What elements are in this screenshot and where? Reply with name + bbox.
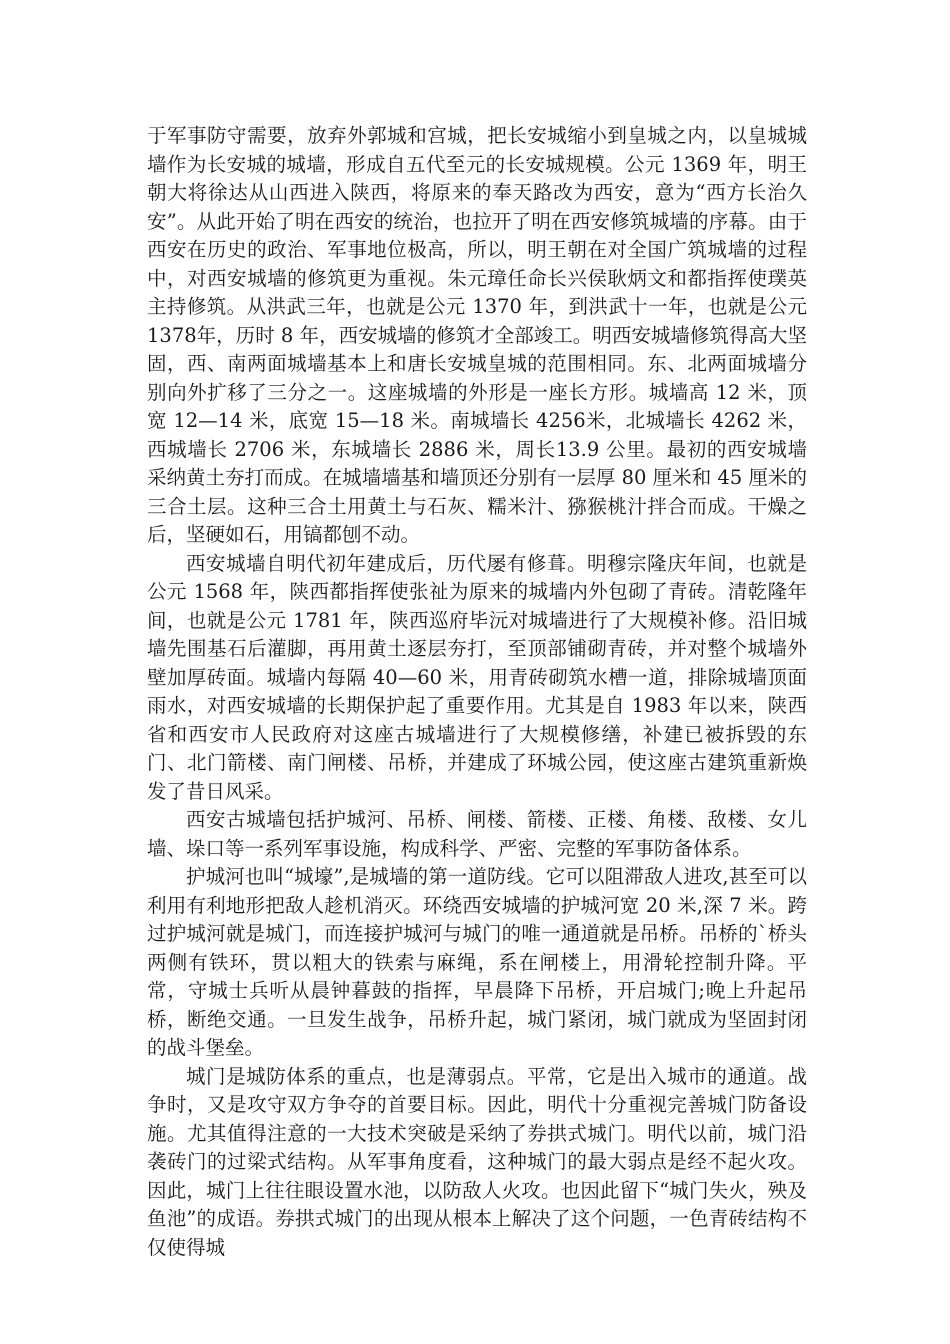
- paragraph-city-gate: 城门是城防体系的重点，也是薄弱点。平常，它是出入城市的通道。战争时，又是攻守双方争夺的首要目标。因此，明代十分重视完善城门防备设施。尤其值得注意的一大技术突破是采纳了券拱式城门。明代以前，城门沿袭砖门的过梁式结构。从军事角度看，这种城门的最大弱点是经不起火攻。因此，城门上往往眼设置水池，以防敌人火攻。也因此留下“城门失火，殃及鱼池”的成语。券拱式城门的出现从根本上解决了这个问题，一色青砖结构不仅使得城: [147, 1064, 807, 1259]
- paragraph-defense-system: 西安古城墙包括护城河、吊桥、闸楼、箭楼、正楼、角楼、敌楼、女儿墙、垛口等一系列军事设施，构成科学、严密、完整的军事防备体系。: [147, 808, 807, 860]
- paragraph-wall-restoration-history: 西安城墙自明代初年建成后，历代屡有修葺。明穆宗隆庆年间，也就是公元 1568 年，陕西都指挥使张祉为原来的城墙内外包砌了青砖。清乾隆年间，也就是公元 1781 年，陕西巡府毕沅对城墙进行了大规模补修。沿旧城墙先围基石后灌脚，再用黄土逐层夯打，至顶部铺砌青砖，并对整个城墙外壁加厚砖面。城墙内每隔 40—60 米，用青砖砌筑水槽一道，排除城墙顶面雨水，对西安城墙的长期保护起了重要作用。尤其是自 1983 年以来，陕西省和西安市人民政府对这座古城墙进行了大规模修缮，补建已被拆毁的东门、北门箭楼、南门闸楼、吊桥，并建成了环城公园，使这座古建筑重新焕发了昔日风采。: [147, 551, 807, 803]
- body-text: [147, 122, 807, 1262]
- paragraph-moat-drawbridge: 护城河也叫“城壕”,是城墙的第一道防线。它可以阻滞敌人进攻,甚至可以利用有利地形把敌人趁机消灭。环绕西安城墙的护城河宽 20 米,深 7 米。跨过护城河就是城门，而连接护城河与城门的唯一通道就是吊桥。吊桥的`桥头两侧有铁环，贯以粗大的铁索与麻绳，系在闸楼上，用滑轮控制升降。平常，守城士兵听从晨钟暮鼓的指挥，早晨降下吊桥，开启城门;晚上升起吊桥，断绝交通。一旦发生战争，吊桥升起，城门紧闭，城门就成为坚固封闭的战斗堡垒。: [147, 865, 807, 1059]
- paragraph-ming-city-wall-construction: 于军事防守需要，放弃外郭城和宫城，把长安城缩小到皇城之内，以皇城城墙作为长安城的城墙，形成自五代至元的长安城规模。公元 1369 年，明王朝大将徐达从山西进入陕西，将原来的奉天路改为西安，意为“西方长治久安”。从此开始了明在西安的统治，也拉开了明在西安修筑城墙的序幕。由于西安在历史的政治、军事地位极高，所以，明王朝在对全国广筑城墙的过程中，对西安城墙的修筑更为重视。朱元璋任命长兴侯耿炳文和都指挥使璞英主持修筑。从洪武三年，也就是公元 1370 年，到洪武十一年，也就是公元 1378年，历时 8 年，西安城墙的修筑才全部竣工。明西安城墙修筑得高大坚固，西、南两面城墙基本上和唐长安城皇城的范围相同。东、北两面城墙分别向外扩移了三分之一。这座城墙的外形是一座长方形。城墙高 12 米，顶宽 12—14 米，底宽 15—18 米。南城墙长 4256米，北城墙长 4262 米，西城墙长 2706 米，东城墙长 2886 米，周长13.9 公里。最初的西安城墙采纳黄土夯打而成。在城墙墙基和墙顶还分别有一层厚 80 厘米和 45 厘米的三合土层。这种三合土用黄土与石灰、糯米汁、猕猴桃汁拌合而成。干燥之后，坚硬如石，用镐都刨不动。: [147, 124, 807, 546]
